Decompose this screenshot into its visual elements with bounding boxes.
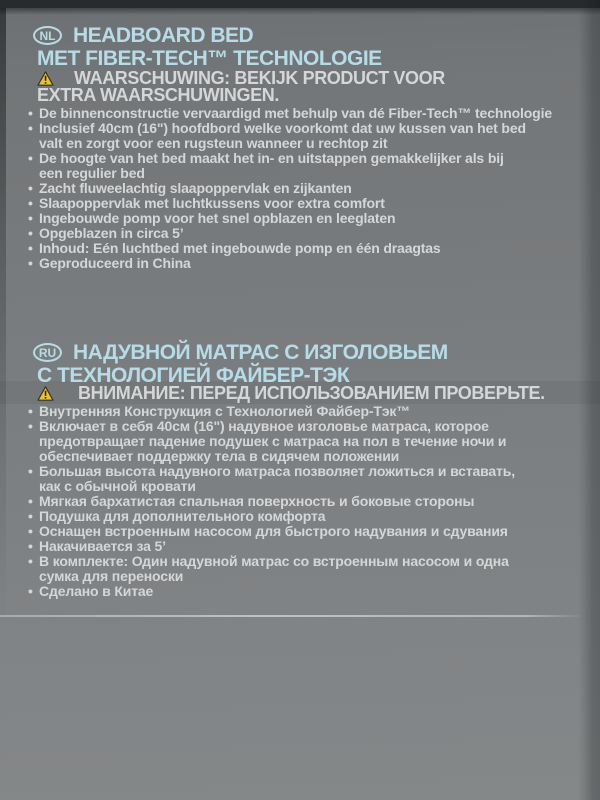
bullet-text — [39, 241, 600, 256]
ru-title-line1: НАДУВНОЙ МАТРАС С ИЗГОЛОВЬЕМ — [73, 340, 448, 364]
nl-title-line1: HEADBOARD BED — [73, 23, 254, 47]
ru-language-badge — [33, 343, 62, 362]
bullet-line: valt en zorgt voor een rugsteun wanneer u rechtop zit — [39, 135, 388, 151]
nl-bullet-list — [0, 106, 600, 271]
bullet-line: een regulier bed — [39, 165, 145, 181]
bullet-line: Inhoud: Eén luchtbed met ingebouwde pomp en één draagtas — [39, 240, 441, 256]
list-item — [28, 464, 600, 494]
bullet-line: Slaapoppervlak met luchtkussens voor extra comfort — [39, 195, 385, 211]
ru-warning-row — [37, 385, 600, 402]
bullet-text — [39, 509, 600, 524]
divider-line — [0, 615, 584, 617]
nl-language-badge — [33, 26, 62, 45]
warning-triangle-icon — [37, 71, 54, 86]
bullet-text — [39, 404, 600, 419]
list-item — [28, 181, 600, 196]
list-item — [28, 226, 600, 241]
bullet-line: De binnenconstructie vervaardigd met behulp van dé Fiber-Tech™ technologie — [39, 105, 552, 121]
bullet-dot: • — [28, 225, 33, 241]
list-item — [28, 196, 600, 211]
ru-section — [0, 341, 600, 599]
bullet-line: De hoogte van het bed maakt het in- en uitstappen gemakkelijker als bij — [39, 150, 504, 166]
list-item — [28, 494, 600, 509]
list-item — [28, 554, 600, 584]
bullet-line: Большая высота надувного матраса позволяет ложиться и вставать, — [39, 463, 515, 479]
bullet-line: Оснащен встроенным насосом для быстрого надувания и сдувания — [39, 523, 508, 539]
list-item — [28, 241, 600, 256]
nl-section — [0, 24, 600, 271]
bullet-dot: • — [28, 553, 33, 569]
bullet-line: Внутренняя Конструкция с Технологией Файбер-Тэк™ — [39, 403, 411, 419]
bullet-dot: • — [28, 403, 33, 419]
bullet-text — [39, 226, 600, 241]
nl-heading-row — [33, 24, 600, 47]
ru-title-line2: С ТЕХНОЛОГИЕЙ ФАЙБЕР-ТЭК — [37, 364, 350, 387]
bullet-line: сумка для переноски — [39, 568, 184, 584]
bullet-line: Включает в себя 40см (16") надувное изголовье матраса, которое — [39, 418, 489, 434]
bullet-text — [39, 196, 600, 211]
bullet-text — [39, 106, 600, 121]
bullet-dot: • — [28, 508, 33, 524]
bullet-line: обеспечивает поддержку тела в сидячем положении — [39, 448, 400, 464]
ru-bullet-list — [0, 404, 600, 599]
bullet-line: Ingebouwde pomp voor het snel opblazen en leeglaten — [39, 210, 396, 226]
bullet-dot: • — [28, 538, 33, 554]
ru-warning-line1: ВНИМАНИЕ: ПЕРЕД ИСПОЛЬЗОВАНИЕМ ПРОВЕРЬТЕ. — [78, 383, 545, 403]
bullet-line: Сделано в Китае — [39, 583, 154, 599]
bullet-dot: • — [28, 493, 33, 509]
bullet-line: Подушка для дополнительного комфорта — [39, 508, 326, 524]
bullet-line: Inclusief 40cm (16") hoofdbord welke voorkomt dat uw kussen van het bed — [39, 120, 526, 136]
bullet-text — [39, 524, 600, 539]
bullet-text — [39, 539, 600, 554]
bullet-line: Geproduceerd in China — [39, 255, 191, 271]
bullet-line: Opgeblazen in circa 5’ — [39, 225, 184, 241]
bullet-text — [39, 256, 600, 271]
list-item — [28, 419, 600, 464]
list-item — [28, 509, 600, 524]
list-item — [28, 524, 600, 539]
bullet-text — [39, 151, 600, 181]
bullet-text — [39, 211, 600, 226]
bullet-dot: • — [28, 120, 33, 136]
bullet-dot: • — [28, 255, 33, 271]
ru-badge-label: RU — [38, 345, 57, 360]
bullet-dot: • — [28, 180, 33, 196]
bullet-line: Мягкая бархатистая спальная поверхность и боковые стороны — [39, 493, 475, 509]
list-item — [28, 539, 600, 554]
bullet-text — [39, 584, 600, 599]
bullet-dot: • — [28, 240, 33, 256]
bullet-line: предотвращает падение подушек с матраса на пол в течение ночи и — [39, 433, 507, 449]
bullet-line: Накачивается за 5’ — [39, 538, 166, 554]
list-item — [28, 151, 600, 181]
top-edge-fade — [0, 8, 600, 15]
bullet-dot: • — [28, 195, 33, 211]
bullet-dot: • — [28, 463, 33, 479]
list-item — [28, 106, 600, 121]
list-item — [28, 211, 600, 226]
right-edge-shadow — [578, 0, 600, 800]
bullet-text — [39, 121, 600, 151]
bullet-line: как с обычной кровати — [39, 478, 196, 494]
nl-title-line2: MET FIBER-TECH™ TECHNOLOGIE — [37, 47, 382, 70]
bullet-dot: • — [28, 583, 33, 599]
bullet-text — [39, 554, 600, 584]
bullet-line: Zacht fluweelachtig slaapoppervlak en zijkanten — [39, 180, 352, 196]
bullet-text — [39, 464, 600, 494]
nl-warning-line2: EXTRA WAARSCHUWINGEN. — [37, 85, 279, 105]
top-edge-shadow — [0, 0, 600, 8]
list-item — [28, 256, 600, 271]
warning-triangle-icon — [37, 386, 54, 401]
nl-warning-line1: WAARSCHUWING: BEKIJK PRODUCT VOOR — [74, 68, 445, 88]
bullet-text — [39, 181, 600, 196]
nl-badge-label: NL — [39, 28, 56, 43]
bullet-dot: • — [28, 150, 33, 166]
bullet-dot: • — [28, 105, 33, 121]
bullet-dot: • — [28, 523, 33, 539]
list-item — [28, 404, 600, 419]
bullet-text — [39, 419, 600, 464]
ru-heading-row — [33, 341, 600, 364]
left-edge-shadow — [0, 8, 6, 628]
bullet-dot: • — [28, 418, 33, 434]
bullet-dot: • — [28, 210, 33, 226]
bullet-text — [39, 494, 600, 509]
list-item — [28, 584, 600, 599]
bullet-line: В комплекте: Один надувной матрас со встроенным насосом и одна — [39, 553, 509, 569]
list-item — [28, 121, 600, 151]
